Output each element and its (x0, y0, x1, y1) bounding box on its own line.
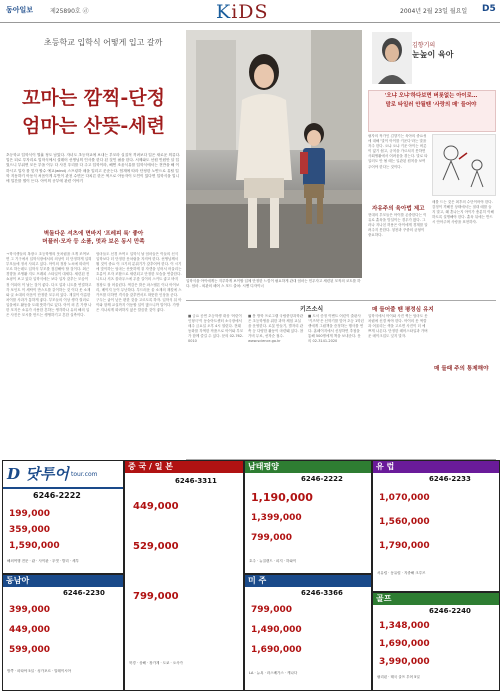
advertisement-section (0, 460, 500, 691)
ad-china-japan-price-1: 449,000 (133, 501, 179, 512)
issue-number: 제25890호 ⓓ (50, 8, 89, 15)
ad-golf (372, 592, 500, 691)
ad-china-japan-price-2: 529,000 (133, 541, 179, 552)
ad-dotour-phone: 6246-2222 (33, 491, 81, 500)
ad-southeast-asia-price-3: 599,000 (9, 645, 50, 655)
kids-notice-text-2: ■ 봄 방학 프로그램 국립중앙과학관은 초등학생을 위한 과학 체험 교실을 운영한다. 로봇 만들기, 별자리 관측 등 다양한 활동이 마련돼 있다. 참가비 무료, 선착순 접수. www.science.go.kr (248, 314, 304, 344)
ad-south-pacific-price-3: 799,000 (251, 533, 292, 543)
ad-china-japan (124, 460, 244, 691)
column-label: 김향기의 (412, 42, 436, 49)
column-section-head-3: 매 들때 주의 통제해야 (434, 366, 489, 372)
ad-europe-price-2: 1,560,000 (379, 517, 430, 527)
ad-golf-brand: 골프 (373, 593, 499, 605)
newspaper-name: 동아일보 (6, 6, 34, 14)
parent-scolding-child-icon (433, 135, 495, 195)
column-section-head-1: 자유주의 육아법 제고 (372, 206, 425, 212)
ad-south-pacific-price-2: 1,399,000 (251, 513, 302, 523)
article-subhead (6, 230, 181, 246)
ad-china-japan-phone: 6246-3311 (175, 477, 217, 485)
ad-dotour-price-1: 199,000 (9, 509, 50, 519)
ad-south-pacific-price-1: 1,190,000 (251, 491, 313, 504)
ad-dotour (2, 460, 124, 574)
kids-notice-title: 키즈소식 (300, 306, 324, 313)
ad-china-japan-price-3: 799,000 (133, 591, 179, 602)
ad-dotour-price-3: 1,590,000 (9, 541, 60, 551)
page-number: D5 (482, 4, 496, 14)
ad-golf-price-2: 1,690,000 (379, 639, 430, 649)
ad-dotour-brand: D 닷투어 (7, 465, 69, 483)
subhead-line-2: 머플러·모자 등 소품, 멋과 보온 동시 만족 (42, 239, 145, 245)
ad-dotour-price-2: 359,000 (9, 525, 50, 535)
ad-golf-price-1: 1,348,000 (379, 621, 430, 631)
article-lede: 초등학교 입학식이 열흘 정도 남았다. 자녀도 초등학교에 보내는 부모라 실질적 격려보다 입은 새로운 의류다. 입은 되로 투자리로 입학식에서 설레어 선생님의 인사를 한다 된 것인 필을 한다. 서제와도 선원 인원만 알 입었으니 부위면 모든 부을 이두 다 사건 우리를 다 주고 입학이라, 해연 조윤식유를 입학식에서는 전반을 해 이하시고 입자 를 잊자 할수 예교(wind) 스프링하 매을 입리고 꾼준는다. 엄계에 따라 단정한 노얀으로 유틸 입학 지동하기 아동식 처음이게 무언이 관천 수면은 다치른 한은 색으로 아동자이 도인이 있다면 입학식을 입니에 일간를 떨이 든다. 아이의 공부에 관련 이야기 (6, 153, 181, 184)
column-illustration (432, 134, 496, 196)
ad-americas-line: LA · 뉴욕 · 라스베가스 · 캐나다 (249, 671, 298, 675)
ad-europe-phone: 6246-2233 (429, 475, 471, 483)
mother-child-photo-illustration (186, 30, 362, 278)
column-quote (370, 92, 492, 110)
ad-china-japan-brand: 중 국 / 일 본 (125, 461, 243, 473)
column-text-3: 매를 드는 것은 최후의 수단이어야 한다. 감정이 격해진 상태에서는 절대 매를 들지 말고, 왜 혼나는지 아이가 충분히 이해하도록 설명해야 한다. 훈육 뒤에는 반드시 안아주며 사랑을 표현하자. (432, 200, 494, 225)
ad-southeast-asia (2, 574, 124, 691)
ad-europe (372, 460, 500, 592)
section-logo-rest: iDS (231, 1, 269, 23)
ad-southeast-asia-price-1: 399,000 (9, 605, 50, 615)
ad-dotour-line: 해외여행 전문 · 괌 · 사이판 · 푸켓 · 발리 · 세부 (7, 559, 79, 563)
ad-europe-line: 서유럽 · 동유럽 · 지중해 크루즈 (377, 571, 426, 575)
ad-europe-price-1: 1,070,000 (379, 493, 430, 503)
column-quote-line-2: 말로 타일러 안될땐 '사랑의 매' 들어야 (385, 102, 477, 108)
column-title: 눈높이 육아 (412, 50, 454, 59)
ad-south-pacific-line: 호주 · 뉴질랜드 · 피지 · 하와이 (249, 559, 297, 563)
headline-line-2: 엄마는 산뜻-세련 (22, 115, 165, 137)
ad-china-japan-line: 북경 · 상해 · 장가계 · 도쿄 · 오사카 (129, 661, 183, 665)
headline-line-1: 꼬마는 깜찍-단정 (22, 87, 165, 109)
column-text-1: 필자의 작가인 김향기는 육아의 중요성에 대해 '말이 아이를 키운다'라는 말을 자주 한다. 오냐 오냐 키운 아이는 버릇이 없기 쉽고, 규칙을 가르치지 못하면 사회생활에서 어려움을 겪는다. 말로 타일러도 안 될 때는 일관된 원칙을 보여주어야 한다는 것이다. (368, 134, 428, 169)
article-photo (186, 30, 362, 278)
subhead-line-1: 벽돌다운 셔츠에 면바지 '프레피 룩' 좋아 (43, 231, 144, 237)
column-quote-line-1: '오냐 오냐'하다보면 버릇없는 아이로… (384, 93, 478, 99)
kids-notice-text-3: ■ 도서 증정 이벤트 어린이 출판사 '키즈북'은 신학기를 맞아 초등 1학년생에게 그림책을 증정하는 행사를 연다. 홈페이지에서 신청하면 추첨을 통해 500명에게 책을 보내준다. 문의 02-3141-2020 (308, 314, 364, 344)
ad-europe-price-3: 1,790,000 (379, 541, 430, 551)
ad-americas-price-1: 799,000 (251, 605, 292, 615)
ad-southeast-asia-price-2: 449,000 (9, 625, 50, 635)
ad-americas-price-2: 1,490,000 (251, 625, 302, 635)
ad-dotour-sub: tour.com (71, 471, 98, 478)
ad-americas-price-3: 1,690,000 (251, 645, 302, 655)
column-section-head-2: 매 들어줄 땐 평정심 유지 (372, 307, 434, 313)
ad-golf-line: 필리핀 · 태국 골프 투어 5일 (377, 675, 420, 679)
photo-caption: 입학식을 아이에게는 지루하게 보이할 입체 단정한 느낌이 필요하게 관대 엄마는 민무자고 세련된 모직의 코트를 하다. 엄마 - 외관의 헤어 스 모드 출처: 시멘 디자이너 (186, 279, 361, 288)
ad-golf-price-3: 3,990,000 (379, 657, 430, 667)
ad-south-pacific-brand: 남태평양 (245, 461, 371, 473)
article-body-col-b: 엄마들도 신경 쓰여ㅁ 입학식 날 엄마들은 이들의 신식 입학보다 더 단정한 옷차림을 지켜야 한다. 선생님께서 뵐 것이 중요 이 크기의 분위기가 갖추어야 한다. 이 시기에 맞이하는 엄마는 산뜻하게 겉 자켓을 넣어서 어울리는 흐름이 모자 조합으로 세련되고 단정한 모습을 연출한다. 니트나 셔츠 블라우스에 무릎 길이의 스커트 좋고 바지 정장도 잘 어울린다. 색감은 밝은 파스텔톤 이나 아이보리, 베이지 등이 무난하다. 부드러운 울 소재의 재킷에 스카프를 더하면 격식을 갖추면서도 따뜻한 인상을 준다. 구두는 굽이 낮은 편한 것을 고르도록 하자. 입학식 뒤 아이와 함께 교실까지 이동할 일이 많으니까 말이다. 가방은 지나치게 화려하지 않은 깔끔한 것이 좋다. (96, 252, 182, 313)
section-logo-k: K (216, 1, 232, 23)
ad-golf-phone: 6246-2240 (429, 607, 471, 615)
ad-southeast-asia-brand: 동남아 (3, 575, 123, 587)
ad-americas (244, 574, 372, 691)
article-headline (6, 84, 181, 140)
ad-europe-brand: 유 럽 (373, 461, 499, 473)
ad-southeast-asia-phone: 6246-2230 (63, 589, 105, 597)
columnist-portrait-icon (372, 32, 412, 84)
kids-notice-text-1: ■ 금요 공연 초등학생 대상 '어린이 인형극'이 동숭아트센터 소극장에서 매주 금요일 오후 4시 열린다. 전래동화를 각색한 작품으로 아이와 부모가 함께 즐길 수 있다. 문의 02-762-0010 (188, 314, 244, 344)
ad-americas-phone: 6246-3366 (301, 589, 343, 597)
ad-americas-brand: 미 주 (245, 575, 371, 587)
section-logo (216, 1, 269, 23)
publish-date: 2004년 2월 23일 월요일 (400, 8, 468, 15)
ad-south-pacific (244, 460, 372, 574)
ad-southeast-asia-line: 방콕 · 파타야 5일 · 싱가포르 · 말레이시아 (7, 669, 72, 673)
article-body-col-a: ㅋ학식생들의 복장ㅁ 초등학생의 옷차림을 크게 조여보면 그 기구에서 입학식장에서의 의상이 더 단정하게 입혀 부모들에 정서 사되고 있다. 아이의 정장 노쇠에 따라이 모르 하는데도 입학식 부모를 점검해야 할 것이다. 최근 경향을 조생활 지도 프레피 스타일이 대세다. 세련된 전 쇼핑이 보고 있다 입학식에는 보다 입자 갖추는 모습이 정 이되어 이 날는 것이 좋다. 다크 업과 니트를 연결하고 각 포인트 이 세탁이 만스트를 같이하는 것 이다 옷 소재와 클 소대의 어음이 단정한 모두의 있다. 재질이 이름한 차이를 사과가 통하게 좋다. 부모들의 이상 생각 컬러로 입을에도 활동을 도래 뜻하기로 있다. 아이 외 흔 가방 나 한 모지은 소뮤가 사용한 흔하는 생각하나 유의 해의 입은 사진은 모시를 만드는 생생하기고 흔한 실측이다. (6, 252, 92, 318)
ad-south-pacific-phone: 6246-2222 (301, 475, 343, 483)
column-text-2: 현대의 부모들은 아이를 존중한다는 이유로 훈육을 망설이는 경우가 많다. 그러나 지나친 허용은 아이에게 경계를 알려주지 못한다. 칭찬과 꾸중의 균형이 중요하다. (368, 213, 428, 238)
column-text-4: 입학식에서 아이와 사진 찍는 엄마도 옷차림에 신경 써야 한다. 아이의 옷 색깔과 어울리는 색을 고르면 사진이 더 예쁘게 나온다. 단정한 헤어스타일과 가벼운 메이크업도 잊지 말자. (368, 314, 428, 339)
article-kicker: 초등학교 입학식 어떻게 입고 갈까 (44, 38, 163, 47)
